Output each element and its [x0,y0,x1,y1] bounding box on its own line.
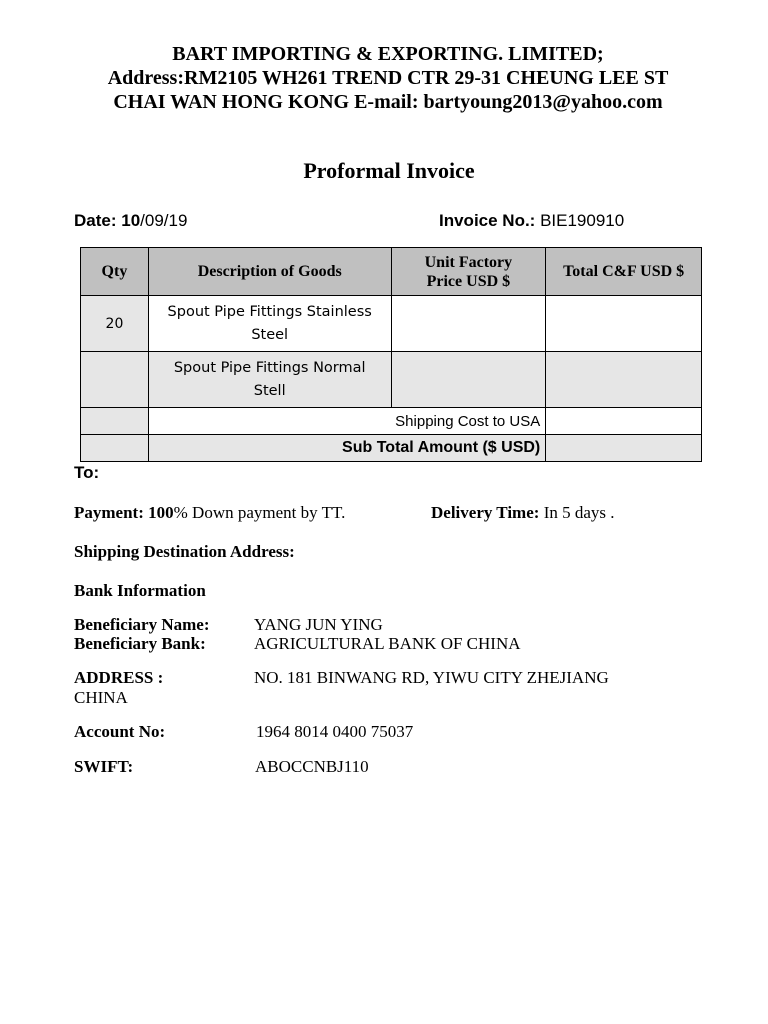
item-description-line2: Steel [251,326,289,343]
swift-label: SWIFT: [74,757,134,776]
shipping-qty-cell [81,408,149,435]
invoice-date [74,211,187,231]
to-label: To: [74,463,100,482]
item-qty [81,352,149,408]
item-unit-price [391,296,546,352]
payment-percent: 100 [148,503,174,522]
table-row [81,352,702,408]
company-header [60,42,716,114]
item-description-line1: Spout Pipe Fittings Stainless [167,303,372,320]
bank-address: NO. 181 BINWANG RD, YIWU CITY ZHEJIANG [254,668,609,687]
delivery-value: In 5 days . [543,503,615,522]
account-label: Account No: [74,722,166,741]
header-unit-price [391,248,546,296]
document-title: Proformal Invoice [303,158,475,183]
header-unit-price-line1: Unit Factory [424,253,513,271]
item-total [546,296,702,352]
item-unit-price [391,352,546,408]
delivery-time [431,503,615,523]
shipping-value [546,408,702,435]
company-address-email: CHAI WAN HONG KONG E-mail: bartyoung2013@yahoo.com [113,91,663,113]
date-label: Date: [74,211,122,230]
item-qty: 20 [81,296,149,352]
item-description-line1: Spout Pipe Fittings Normal [173,359,366,376]
table-row [81,296,702,352]
delivery-label: Delivery Time: [431,503,544,522]
item-description [148,296,391,352]
payment-text: % Down payment by TT. [173,503,346,522]
subtotal-qty-cell [81,435,149,462]
company-address: Address:RM2105 WH261 TREND CTR 29-31 CHEUNG LEE ST [107,67,669,89]
date-rest: /09/19 [140,211,188,230]
beneficiary-name: YANG JUN YING [254,615,383,634]
subtotal-value [546,435,702,462]
goods-table [80,247,702,462]
beneficiary-bank: AGRICULTURAL BANK OF CHINA [254,634,521,653]
invoice-number-label: Invoice No.: [439,211,541,230]
invoice-number-value: BIE190910 [540,211,625,230]
payment-label: Payment: [74,503,149,522]
date-day: 10 [121,211,141,230]
shipping-address-label: Shipping Destination Address: [74,542,295,561]
bank-address-country: CHINA [74,688,128,707]
item-description-line2: Stell [253,382,286,399]
invoice-number [439,211,624,231]
bank-heading: Bank Information [74,581,206,600]
subtotal-row [81,435,702,462]
swift-code: ABOCCNBJ110 [255,757,369,776]
shipping-label: Shipping Cost to USA [148,408,545,435]
header-description: Description of Goods [148,248,391,296]
account-number: 1964 8014 0400 75037 [256,722,414,741]
shipping-row [81,408,702,435]
item-description [148,352,391,408]
item-total [546,352,702,408]
header-total: Total C&F USD $ [546,248,702,296]
beneficiary-name-label: Beneficiary Name: [74,615,210,634]
subtotal-label: Sub Total Amount ($ USD) [148,435,545,462]
company-name: BART IMPORTING & EXPORTING. LIMITED; [172,43,604,65]
payment-terms [74,503,345,523]
table-header-row [81,248,702,296]
header-unit-price-line2: Price USD $ [426,272,511,290]
address-label: ADDRESS : [74,668,164,687]
beneficiary-bank-label: Beneficiary Bank: [74,634,206,653]
header-qty: Qty [81,248,149,296]
